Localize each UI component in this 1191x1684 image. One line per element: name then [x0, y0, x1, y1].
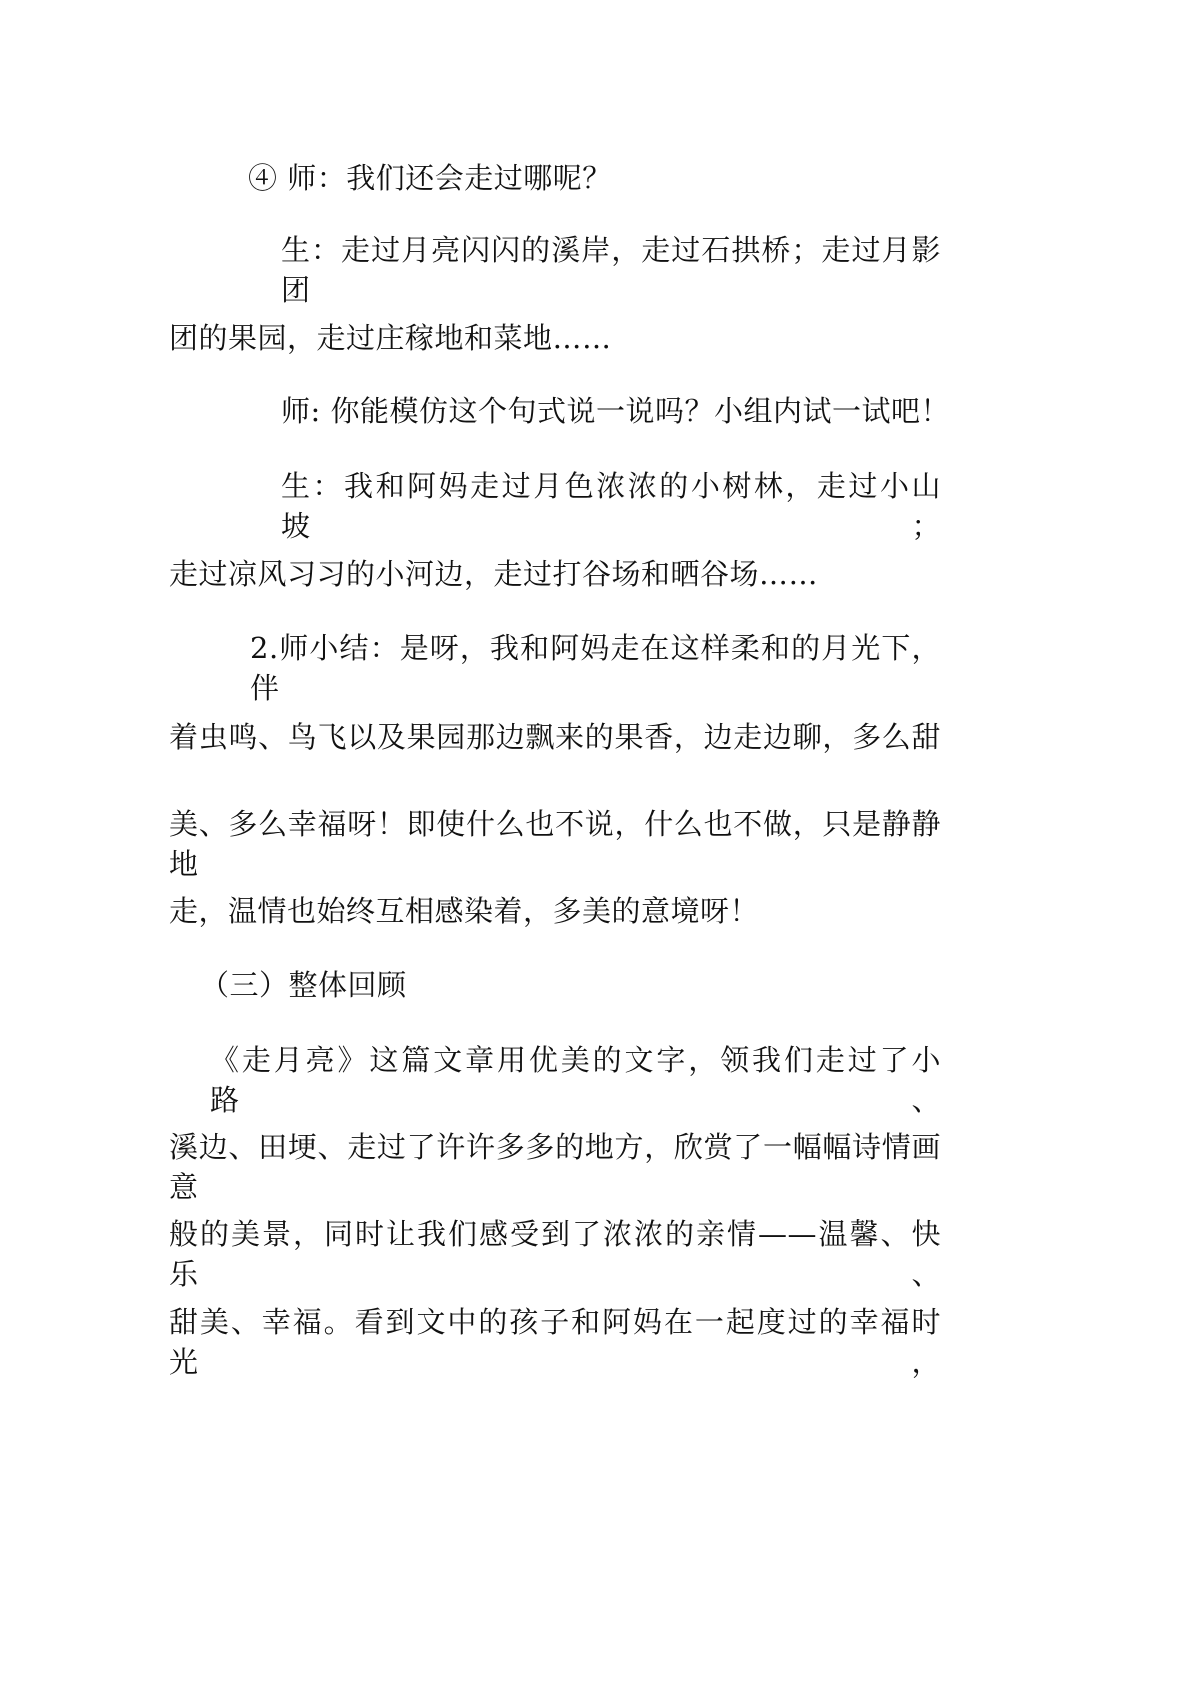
text-line-9: 美、多么幸福呀！即使什么也不说，什么也不做，只是静静地 [169, 807, 941, 881]
text-line-13: 溪边、田埂、走过了许许多多的地方，欣赏了一幅幅诗情画意 [169, 1130, 941, 1204]
text-line-3: 团的果园，走过庄稼地和菜地…… [169, 321, 612, 355]
text-line-15: 甜美、幸福。看到文中的孩子和阿妈在一起度过的幸福时光， [169, 1305, 941, 1379]
text-line-14: 般的美景，同时让我们感受到了浓浓的亲情——温馨、快乐、 [169, 1217, 941, 1291]
text-line-2: 生：走过月亮闪闪的溪岸，走过石拱桥；走过月影团 [281, 233, 941, 307]
text-line-4: 师: 你能模仿这个句式说一说吗？小组内试一试吧！ [281, 394, 950, 428]
text-line-12: 《走月亮》这篇文章用优美的文字，领我们走过了小路、 [210, 1043, 941, 1117]
text-line-6: 走过凉风习习的小河边，走过打谷场和晒谷场…… [169, 557, 819, 591]
text-line-10: 走，温情也始终互相感染着，多美的意境呀！ [169, 894, 760, 928]
text-line-5: 生：我和阿妈走过月色浓浓的小树林，走过小山坡； [281, 469, 941, 543]
text-line-7: 2.师小结：是呀，我和阿妈走在这样柔和的月光下，伴 [250, 631, 941, 705]
text-line-1: ④ 师：我们还会走过哪呢？ [248, 161, 612, 195]
section-heading: （三）整体回顾 [200, 968, 407, 1002]
text-line-8: 着虫鸣、鸟飞以及果园那边飘来的果香，边走边聊，多么甜 [169, 720, 941, 754]
